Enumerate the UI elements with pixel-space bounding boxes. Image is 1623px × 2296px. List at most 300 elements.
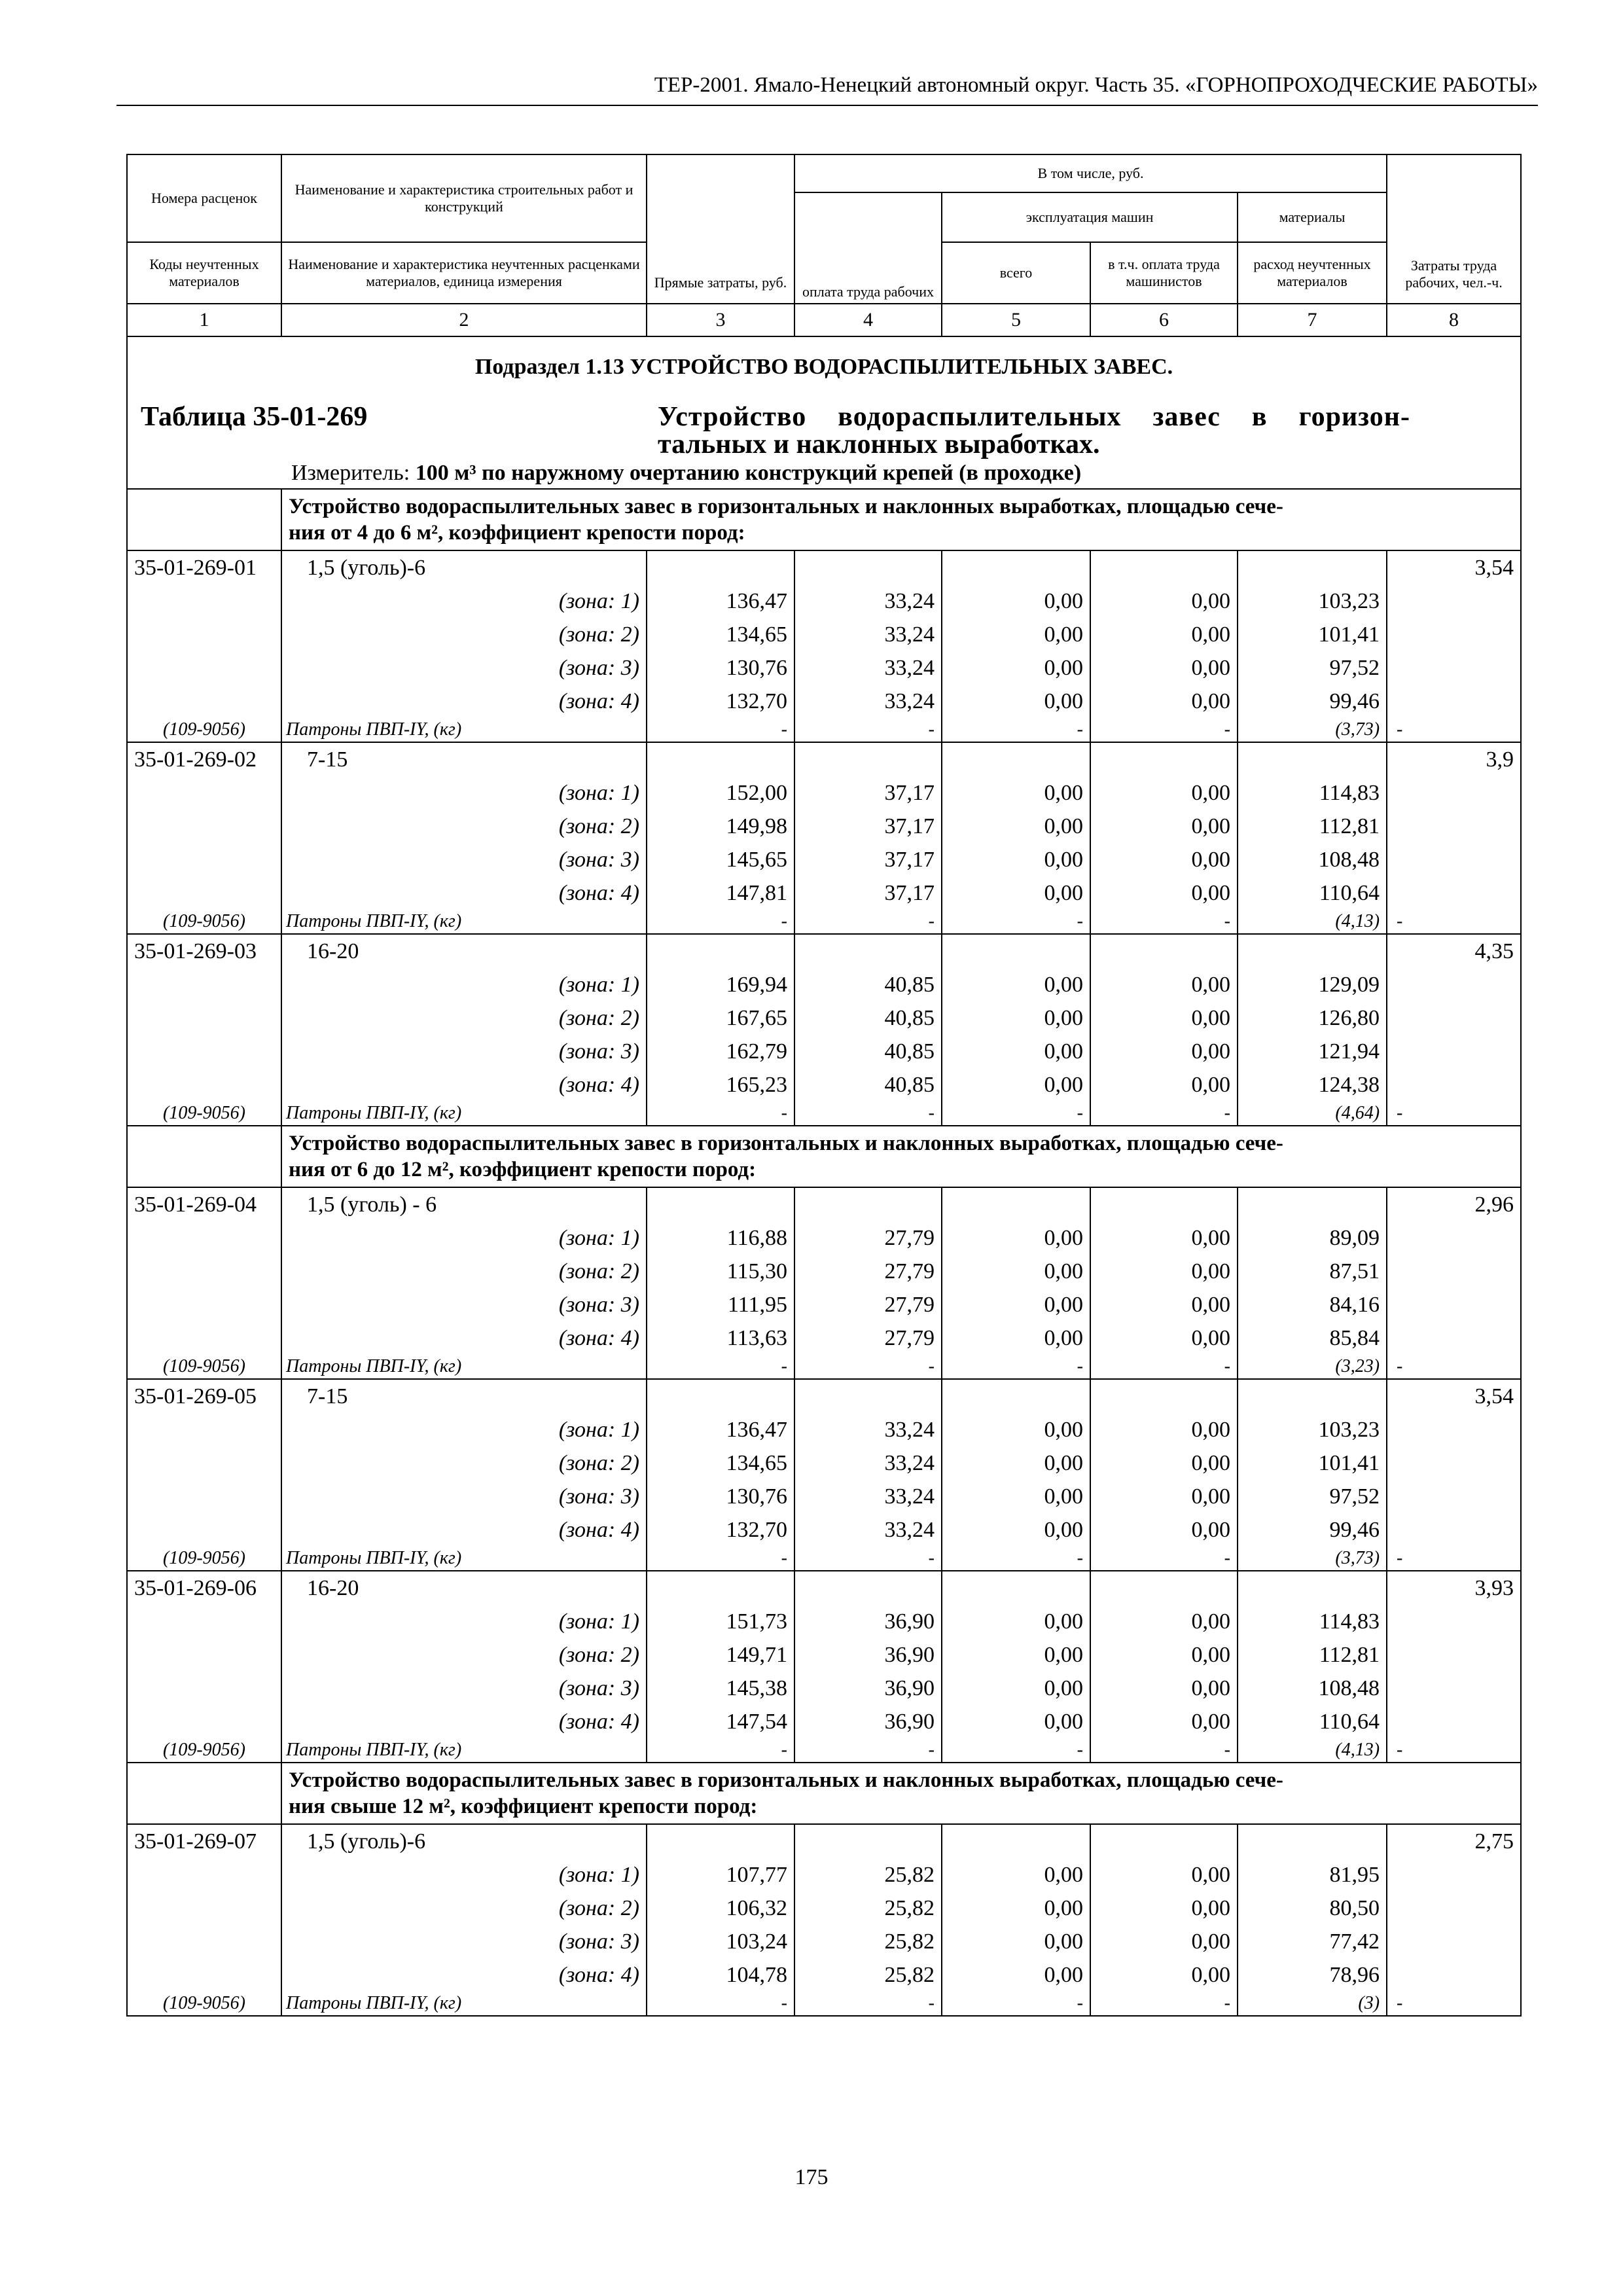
zone-label: (зона: 1): [281, 1858, 647, 1892]
empty-cell: [127, 1446, 281, 1480]
empty-cell: [127, 776, 281, 810]
empty-cell: [1090, 1187, 1238, 1221]
dash-cell: -: [647, 718, 794, 742]
operator-pay: 0,00: [1090, 1672, 1238, 1705]
table-row: [127, 1605, 1521, 1638]
operator-pay: 0,00: [1090, 968, 1238, 1001]
group-heading-line-2: ния от 6 до 12 м², коэффициент крепости пород:: [289, 1158, 757, 1181]
material-code: (109-9056): [127, 1738, 281, 1763]
worker-pay: 37,17: [794, 876, 942, 910]
worker-pay: 33,24: [794, 618, 942, 651]
empty-cell: [127, 1035, 281, 1068]
machines-total: 0,00: [942, 1413, 1090, 1446]
direct-cost: 130,76: [647, 651, 794, 685]
direct-cost: 167,65: [647, 1001, 794, 1035]
col5-header: всего: [942, 242, 1090, 304]
machines-total: 0,00: [942, 1288, 1090, 1321]
machines-total: 0,00: [942, 1001, 1090, 1035]
labor-cost: 4,35: [1387, 934, 1521, 968]
table-row: [127, 1672, 1521, 1705]
worker-pay: 40,85: [794, 1035, 942, 1068]
zone-label: (зона: 3): [281, 651, 647, 685]
rate-code: 35-01-269-07: [127, 1824, 281, 1858]
table-row: [127, 1321, 1521, 1355]
empty-cell: [647, 934, 794, 968]
dash-cell: -: [1387, 910, 1521, 934]
direct-cost: 116,88: [647, 1221, 794, 1255]
col7-header: расход неучтенных материалов: [1238, 242, 1387, 304]
operator-pay: 0,00: [1090, 876, 1238, 910]
empty-cell: [647, 1571, 794, 1605]
empty-cell: [127, 1288, 281, 1321]
empty-cell: [794, 1187, 942, 1221]
direct-cost: 134,65: [647, 1446, 794, 1480]
direct-cost: 106,32: [647, 1892, 794, 1925]
material-qty: (4,64): [1238, 1102, 1387, 1126]
empty-cell: [1090, 550, 1238, 584]
empty-cell: [647, 1824, 794, 1858]
worker-pay: 33,24: [794, 1413, 942, 1446]
zone-label: (зона: 1): [281, 1221, 647, 1255]
material-code: (109-9056): [127, 1102, 281, 1126]
machines-total: 0,00: [942, 1255, 1090, 1288]
direct-cost: 134,65: [647, 618, 794, 651]
worker-pay: 25,82: [794, 1858, 942, 1892]
rate-name: 7-15: [281, 742, 647, 776]
dash-cell: -: [794, 718, 942, 742]
empty-cell: [794, 1824, 942, 1858]
group-heading-line-2: ния свыше 12 м², коэффициент крепости пород:: [289, 1795, 758, 1818]
table-row: [127, 1738, 1521, 1763]
empty-cell: [127, 1513, 281, 1547]
measure-value: 100 м³ по наружному очертанию конструкций крепей (в проходке): [415, 461, 1082, 485]
materials-cost: 114,83: [1238, 776, 1387, 810]
empty-cell: [1387, 1672, 1521, 1705]
empty-cell: [1238, 742, 1387, 776]
labor-cost: 2,96: [1387, 1187, 1521, 1221]
empty-cell: [1238, 1571, 1387, 1605]
worker-pay: 33,24: [794, 685, 942, 718]
dash-cell: -: [942, 718, 1090, 742]
worker-pay: 27,79: [794, 1321, 942, 1355]
table-row: [127, 1547, 1521, 1571]
materials-cost: 89,09: [1238, 1221, 1387, 1255]
zone-label: (зона: 2): [281, 810, 647, 843]
direct-cost: 162,79: [647, 1035, 794, 1068]
group-heading-spacer: [127, 1763, 281, 1824]
zone-label: (зона: 2): [281, 1446, 647, 1480]
empty-cell: [127, 1068, 281, 1102]
empty-cell: [127, 1480, 281, 1513]
direct-cost: 132,70: [647, 685, 794, 718]
dash-cell: -: [1387, 1102, 1521, 1126]
empty-cell: [794, 550, 942, 584]
material-name: Патроны ПВП-IY, (кг): [281, 718, 647, 742]
operator-pay: 0,00: [1090, 1446, 1238, 1480]
materials-cost: 110,64: [1238, 876, 1387, 910]
empty-cell: [1387, 876, 1521, 910]
machines-total: 0,00: [942, 1035, 1090, 1068]
empty-cell: [942, 1824, 1090, 1858]
section-title: Подраздел 1.13 УСТРОЙСТВО ВОДОРАСПЫЛИТЕЛЬНЫХ ЗАВЕС.: [127, 336, 1521, 384]
direct-cost: 152,00: [647, 776, 794, 810]
direct-cost: 104,78: [647, 1958, 794, 1992]
col3-header: Прямые затраты, руб.: [647, 154, 794, 304]
col4-header: оплата труда рабочих: [794, 192, 942, 304]
empty-cell: [1238, 1379, 1387, 1413]
rate-name: 1,5 (уголь) - 6: [281, 1187, 647, 1221]
operator-pay: 0,00: [1090, 1638, 1238, 1672]
operator-pay: 0,00: [1090, 1001, 1238, 1035]
worker-pay: 40,85: [794, 1001, 942, 1035]
empty-cell: [127, 876, 281, 910]
empty-cell: [1238, 1824, 1387, 1858]
rate-name: 16-20: [281, 1571, 647, 1605]
zone-label: (зона: 3): [281, 1035, 647, 1068]
empty-cell: [647, 1187, 794, 1221]
table-row: [127, 1513, 1521, 1547]
zone-label: (зона: 3): [281, 1925, 647, 1958]
worker-pay: 27,79: [794, 1221, 942, 1255]
empty-cell: [127, 618, 281, 651]
zone-label: (зона: 2): [281, 1001, 647, 1035]
table-row: [127, 742, 1521, 776]
group-heading-spacer: [127, 489, 281, 550]
dash-cell: -: [942, 1355, 1090, 1379]
empty-cell: [1387, 1892, 1521, 1925]
dash-cell: -: [647, 910, 794, 934]
machines-total: 0,00: [942, 1672, 1090, 1705]
material-qty: (4,13): [1238, 1738, 1387, 1763]
dash-cell: -: [1090, 1102, 1238, 1126]
col6-header: в т.ч. оплата труда машинистов: [1090, 242, 1238, 304]
table-row: [127, 1958, 1521, 1992]
material-qty: (3,73): [1238, 718, 1387, 742]
materials-cost: 126,80: [1238, 1001, 1387, 1035]
materials-header: материалы: [1238, 192, 1387, 242]
table-row: [127, 1102, 1521, 1126]
material-code: (109-9056): [127, 1547, 281, 1571]
group-heading-line-1: Устройство водораспылительных завес в горизонтальных и наклонных выработках, площадью сече-: [289, 1132, 1283, 1155]
table-row: [127, 843, 1521, 876]
table-row: [127, 1288, 1521, 1321]
empty-cell: [127, 1958, 281, 1992]
materials-cost: 97,52: [1238, 651, 1387, 685]
dash-cell: -: [942, 1992, 1090, 2016]
empty-cell: [942, 1571, 1090, 1605]
empty-cell: [127, 1705, 281, 1738]
material-qty: (3): [1238, 1992, 1387, 2016]
col2-bottom-header: Наименование и характеристика неучтенных расценками материалов, единица измерения: [281, 242, 647, 304]
operator-pay: 0,00: [1090, 1035, 1238, 1068]
materials-cost: 77,42: [1238, 1925, 1387, 1958]
table-row: [127, 1892, 1521, 1925]
operator-pay: 0,00: [1090, 776, 1238, 810]
direct-cost: 136,47: [647, 1413, 794, 1446]
dash-cell: -: [1387, 718, 1521, 742]
worker-pay: 36,90: [794, 1705, 942, 1738]
rate-code: 35-01-269-06: [127, 1571, 281, 1605]
operator-pay: 0,00: [1090, 1068, 1238, 1102]
material-qty: (4,13): [1238, 910, 1387, 934]
dash-cell: -: [647, 1547, 794, 1571]
empty-cell: [1238, 934, 1387, 968]
material-code: (109-9056): [127, 1992, 281, 2016]
rates-table: [126, 154, 1522, 2017]
zone-label: (зона: 3): [281, 1672, 647, 1705]
direct-cost: 147,54: [647, 1705, 794, 1738]
group-heading: [281, 489, 1521, 550]
direct-cost: 151,73: [647, 1605, 794, 1638]
table-row: [127, 1705, 1521, 1738]
materials-cost: 85,84: [1238, 1321, 1387, 1355]
materials-cost: 121,94: [1238, 1035, 1387, 1068]
dash-cell: -: [794, 1738, 942, 1763]
empty-cell: [942, 550, 1090, 584]
empty-cell: [1387, 1858, 1521, 1892]
dash-cell: -: [942, 910, 1090, 934]
empty-cell: [1090, 1571, 1238, 1605]
empty-cell: [127, 1221, 281, 1255]
worker-pay: 37,17: [794, 810, 942, 843]
materials-cost: 129,09: [1238, 968, 1387, 1001]
empty-cell: [1387, 968, 1521, 1001]
operator-pay: 0,00: [1090, 651, 1238, 685]
direct-cost: 149,98: [647, 810, 794, 843]
empty-cell: [942, 1379, 1090, 1413]
empty-cell: [127, 1858, 281, 1892]
machines-total: 0,00: [942, 1480, 1090, 1513]
machines-total: 0,00: [942, 1221, 1090, 1255]
rate-code: 35-01-269-02: [127, 742, 281, 776]
empty-cell: [1387, 1321, 1521, 1355]
empty-cell: [1090, 934, 1238, 968]
machines-total: 0,00: [942, 1858, 1090, 1892]
dash-cell: -: [1090, 1547, 1238, 1571]
zone-label: (зона: 2): [281, 618, 647, 651]
col-number: 4: [794, 304, 942, 336]
group-heading-line-2: ния от 4 до 6 м², коэффициент крепости пород:: [289, 521, 745, 545]
empty-cell: [1387, 1638, 1521, 1672]
dash-cell: -: [1090, 1992, 1238, 2016]
labor-cost: 2,75: [1387, 1824, 1521, 1858]
table-row: [127, 1068, 1521, 1102]
dash-cell: -: [1090, 718, 1238, 742]
rate-name: 7-15: [281, 1379, 647, 1413]
direct-cost: 169,94: [647, 968, 794, 1001]
col-number: 6: [1090, 304, 1238, 336]
table-number: Таблица 35-01-269: [141, 402, 368, 432]
empty-cell: [1090, 1379, 1238, 1413]
table-body: [127, 489, 1521, 2016]
empty-cell: [1387, 1958, 1521, 1992]
zone-label: (зона: 2): [281, 1255, 647, 1288]
col-number: 5: [942, 304, 1090, 336]
empty-cell: [1387, 1925, 1521, 1958]
dash-cell: -: [794, 910, 942, 934]
table-row: [127, 1925, 1521, 1958]
operator-pay: 0,00: [1090, 1513, 1238, 1547]
empty-cell: [1387, 1480, 1521, 1513]
rate-code: 35-01-269-04: [127, 1187, 281, 1221]
zone-label: (зона: 3): [281, 843, 647, 876]
empty-cell: [1387, 651, 1521, 685]
table-row: [127, 1446, 1521, 1480]
worker-pay: 25,82: [794, 1958, 942, 1992]
empty-cell: [1387, 810, 1521, 843]
zone-label: (зона: 4): [281, 1068, 647, 1102]
table-row: [127, 1355, 1521, 1379]
worker-pay: 33,24: [794, 1480, 942, 1513]
labor-cost: 3,54: [1387, 550, 1521, 584]
empty-cell: [127, 651, 281, 685]
operator-pay: 0,00: [1090, 1255, 1238, 1288]
group-heading-spacer: [127, 1126, 281, 1187]
machines-total: 0,00: [942, 1605, 1090, 1638]
empty-cell: [1387, 843, 1521, 876]
direct-cost: 145,65: [647, 843, 794, 876]
table-row: [127, 1571, 1521, 1605]
materials-cost: 108,48: [1238, 1672, 1387, 1705]
materials-cost: 108,48: [1238, 843, 1387, 876]
table-row: [127, 876, 1521, 910]
dash-cell: -: [794, 1355, 942, 1379]
labor-cost: 3,54: [1387, 1379, 1521, 1413]
table-row: [127, 1638, 1521, 1672]
worker-pay: 37,17: [794, 843, 942, 876]
dash-cell: -: [1090, 910, 1238, 934]
materials-cost: 84,16: [1238, 1288, 1387, 1321]
direct-cost: 145,38: [647, 1672, 794, 1705]
machines-total: 0,00: [942, 1892, 1090, 1925]
operator-pay: 0,00: [1090, 843, 1238, 876]
dash-cell: -: [647, 1355, 794, 1379]
dash-cell: -: [1090, 1738, 1238, 1763]
machines-total: 0,00: [942, 776, 1090, 810]
operator-pay: 0,00: [1090, 1605, 1238, 1638]
table-row: [127, 1824, 1521, 1858]
empty-cell: [127, 1672, 281, 1705]
operator-pay: 0,00: [1090, 1925, 1238, 1958]
dash-cell: -: [647, 1102, 794, 1126]
empty-cell: [127, 1925, 281, 1958]
worker-pay: 33,24: [794, 1513, 942, 1547]
table-row: [127, 1035, 1521, 1068]
col-number: 2: [281, 304, 647, 336]
measure-prefix: Измеритель:: [291, 461, 416, 485]
zone-label: (зона: 1): [281, 968, 647, 1001]
empty-cell: [1387, 618, 1521, 651]
zone-label: (зона: 3): [281, 1480, 647, 1513]
col8-header: Затраты труда рабочих, чел.-ч.: [1387, 154, 1521, 304]
table-row: [127, 934, 1521, 968]
dash-cell: -: [1387, 1547, 1521, 1571]
empty-cell: [1238, 550, 1387, 584]
zone-label: (зона: 3): [281, 1288, 647, 1321]
direct-cost: 115,30: [647, 1255, 794, 1288]
table-row: [127, 1413, 1521, 1446]
empty-cell: [127, 843, 281, 876]
rate-name: 16-20: [281, 934, 647, 968]
dash-cell: -: [794, 1992, 942, 2016]
operator-pay: 0,00: [1090, 1221, 1238, 1255]
empty-cell: [942, 1187, 1090, 1221]
col2-top-header: Наименование и характеристика строительных работ и конструкций: [281, 154, 647, 242]
operator-pay: 0,00: [1090, 1288, 1238, 1321]
machines-total: 0,00: [942, 876, 1090, 910]
zone-label: (зона: 2): [281, 1638, 647, 1672]
empty-cell: [794, 934, 942, 968]
zone-label: (зона: 4): [281, 1513, 647, 1547]
material-name: Патроны ПВП-IY, (кг): [281, 910, 647, 934]
direct-cost: 107,77: [647, 1858, 794, 1892]
materials-cost: 124,38: [1238, 1068, 1387, 1102]
table-row: [127, 618, 1521, 651]
materials-cost: 99,46: [1238, 1513, 1387, 1547]
operator-pay: 0,00: [1090, 810, 1238, 843]
table-row: [127, 1255, 1521, 1288]
operator-pay: 0,00: [1090, 1958, 1238, 1992]
table-row: [127, 1221, 1521, 1255]
table-row: [127, 1001, 1521, 1035]
table-row: [127, 1992, 1521, 2016]
empty-cell: [1090, 1824, 1238, 1858]
empty-cell: [1387, 685, 1521, 718]
machines-total: 0,00: [942, 1705, 1090, 1738]
empty-cell: [127, 584, 281, 618]
empty-cell: [127, 810, 281, 843]
worker-pay: 36,90: [794, 1605, 942, 1638]
operator-pay: 0,00: [1090, 1480, 1238, 1513]
empty-cell: [647, 742, 794, 776]
zone-label: (зона: 1): [281, 584, 647, 618]
material-qty: (3,73): [1238, 1547, 1387, 1571]
table-title-line-1: Устройство водораспылительных завес в горизон-: [658, 402, 1410, 432]
empty-cell: [1387, 1513, 1521, 1547]
worker-pay: 36,90: [794, 1672, 942, 1705]
empty-cell: [1387, 1288, 1521, 1321]
empty-cell: [1387, 584, 1521, 618]
operator-pay: 0,00: [1090, 618, 1238, 651]
rate-name: 1,5 (уголь)-6: [281, 1824, 647, 1858]
direct-cost: 111,95: [647, 1288, 794, 1321]
empty-cell: [794, 742, 942, 776]
empty-cell: [127, 1605, 281, 1638]
empty-cell: [1387, 1413, 1521, 1446]
rate-name: 1,5 (уголь)-6: [281, 550, 647, 584]
rate-code: 35-01-269-01: [127, 550, 281, 584]
labor-cost: 3,93: [1387, 1571, 1521, 1605]
machines-total: 0,00: [942, 1513, 1090, 1547]
worker-pay: 25,82: [794, 1892, 942, 1925]
col1-bottom-header: Коды неучтенных материалов: [127, 242, 281, 304]
dash-cell: -: [647, 1992, 794, 2016]
empty-cell: [1387, 1605, 1521, 1638]
table-row: [127, 968, 1521, 1001]
page-number: 175: [794, 2165, 829, 2189]
machines-total: 0,00: [942, 584, 1090, 618]
empty-cell: [1387, 1221, 1521, 1255]
table-row: [127, 910, 1521, 934]
operator-pay: 0,00: [1090, 1321, 1238, 1355]
direct-cost: 165,23: [647, 1068, 794, 1102]
zone-label: (зона: 1): [281, 776, 647, 810]
direct-cost: 130,76: [647, 1480, 794, 1513]
direct-cost: 103,24: [647, 1925, 794, 1958]
materials-cost: 101,41: [1238, 618, 1387, 651]
worker-pay: 27,79: [794, 1255, 942, 1288]
worker-pay: 25,82: [794, 1925, 942, 1958]
